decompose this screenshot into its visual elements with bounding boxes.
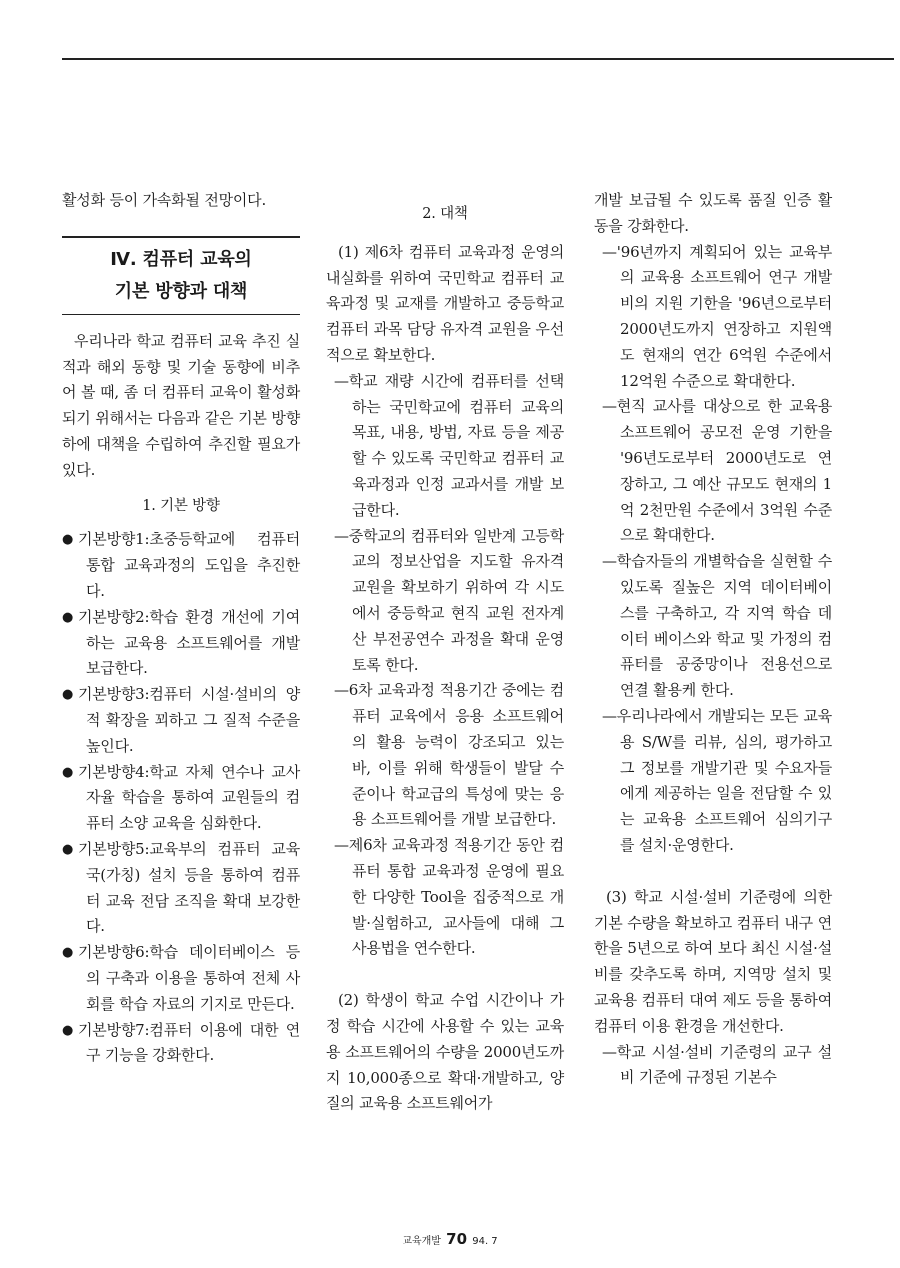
basic-direction-item: [62, 760, 300, 837]
basic-direction-text: 교육부의 컴퓨터 교육국(가칭) 설치 등을 통하여 컴퓨터 교육 전담 조직을 확대 보강한다.: [86, 839, 300, 936]
dash-item: —현직 교사를 대상으로 한 교육용 소프트웨어 공모전 운영 기한을 '96년도로부터 2000년도로 연장하고, 그 예산 규모도 현재의 1억 2천만원 수준에서 3억원 수준으로 확대한다.: [602, 397, 832, 545]
basic-direction-item: [62, 837, 300, 940]
column-3: [594, 188, 832, 1091]
section-heading-basic-direction: 1. 기본 방향: [142, 497, 220, 514]
basic-direction-item: [62, 940, 300, 1017]
chapter-heading-line2: 기본 방향과 대책: [114, 280, 248, 302]
dash-item: —중학교의 컴퓨터와 일반계 고등학교의 정보산업을 지도할 유자격 교원을 확보하기 위하여 각 시도에서 중등학교 현직 교원 전자계산 부전공연수 과정을 확대 운영토록 한다.: [334, 526, 564, 674]
basic-direction-text: 학습 데이터베이스 등의 구축과 이용을 통하여 전체 사회를 학습 자료의 기지로 만든다.: [86, 943, 300, 1013]
col3-paragraph-3: (3) 학교 시설·설비 기준령에 의한 기본 수량을 확보하고 컴퓨터 내구 연한을 5년으로 하여 보다 최신 시설·설비를 갖추도록 하며, 지역망 설치 및 교육용 컴퓨터 대여 제도 등을 통하여 컴퓨터 이용 환경을 개선한다.: [594, 887, 832, 1035]
dash-item: —6차 교육과정 적용기간 중에는 컴퓨터 교육에서 응용 소프트웨어의 활용 능력이 강조되고 있는 바, 이를 위해 학생들이 발달 수준이나 학교급의 특성에 맞는 응용 소프트웨어를 개발 보급한다.: [334, 681, 564, 829]
col3-intro: 개발 보급될 수 있도록 품질 인증 활동을 강화한다.: [594, 191, 832, 235]
basic-direction-list: [62, 527, 300, 1069]
page-footer: [0, 1230, 900, 1248]
basic-direction-item: [62, 1018, 300, 1070]
col1-intro: 활성화 등이 가속화될 전망이다.: [62, 191, 267, 209]
bullet-icon: ●: [62, 945, 74, 961]
basic-direction-label: 기본방향7:: [78, 1020, 150, 1039]
column-1: [62, 188, 300, 1069]
col2-paragraph-1: (1) 제6차 컴퓨터 교육과정 운영의 내실화를 위하여 국민학교 컴퓨터 교육과정 및 교재를 개발하고 중등학교 컴퓨터 과목 담당 유자격 교원을 우선적으로 확보한다.: [326, 242, 564, 364]
bullet-icon: ●: [62, 609, 74, 625]
page-number: 70: [446, 1230, 468, 1248]
basic-direction-text: 학교 자체 연수나 교사 자율 학습을 통하여 교원들의 컴퓨터 소양 교육을 심화한다.: [86, 762, 300, 833]
basic-direction-label: 기본방향6:: [78, 943, 150, 962]
bullet-icon: ●: [62, 1022, 74, 1038]
basic-direction-label: 기본방향4:: [78, 762, 150, 781]
dash-item: —우리나라에서 개발되는 모든 교육용 S/W를 리뷰, 심의, 평가하고 그 정보를 개발기관 및 수요자들에게 제공하는 일을 전담할 수 있는 교육용 소프트웨어 심의기구를 설치·운영한다.: [602, 706, 832, 854]
basic-direction-item: [62, 682, 300, 759]
basic-direction-text: 컴퓨터 이용에 대한 연구 기능을 강화한다.: [86, 1020, 300, 1065]
col3-dash-list: [594, 240, 832, 859]
basic-direction-item: [62, 605, 300, 682]
basic-direction-text: 초중등학교에 컴퓨터 통합 교육과정의 도입을 추진한다.: [86, 530, 300, 600]
spacer: [326, 962, 564, 988]
col2-paragraph-2: (2) 학생이 학교 수업 시간이나 가정 학습 시간에 사용할 수 있는 교육용 소프트웨어의 수량을 2000년도까지 10,000종으로 확대·개발하고, 양질의 교육용 소프트웨어가: [326, 991, 564, 1113]
chapter-heading-line1: Ⅳ. 컴퓨터 교육의: [110, 248, 252, 270]
basic-direction-item: [62, 527, 300, 604]
chapter-heading: [62, 236, 300, 315]
dash-item: —학습자들의 개별학습을 실현할 수 있도록 질높은 지역 데이터베이스를 구축하고, 각 지역 학습 데이터 베이스와 학교 및 가정의 컴퓨터를 공중망이나 전용선으로 연결 활용케 한다.: [602, 552, 832, 700]
basic-direction-text: 학습 환경 개선에 기여하는 교육용 소프트웨어를 개발 보급한다.: [86, 607, 300, 678]
basic-direction-label: 기본방향3:: [78, 685, 150, 704]
footer-journal: 교육개발: [402, 1236, 441, 1247]
basic-direction-label: 기본방향2:: [78, 607, 150, 626]
spacer: [594, 859, 832, 885]
bullet-icon: ●: [62, 764, 74, 780]
dash-item: —학교 재량 시간에 컴퓨터를 선택하는 국민학교에 컴퓨터 교육의 목표, 내용, 방법, 자료 등을 제공할 수 있도록 국민학교 컴퓨터 교육과정과 인정 교과서를 개발 보급한다.: [334, 371, 564, 519]
bullet-icon: ●: [62, 532, 74, 548]
section-heading-countermeasures: 2. 대책: [422, 206, 468, 222]
basic-direction-label: 기본방향1:: [78, 530, 150, 549]
basic-direction-label: 기본방향5:: [78, 839, 150, 858]
col3-dash-last: —학교 시설·설비 기준령의 교구 설비 기준에 규정된 기본수: [602, 1042, 832, 1087]
basic-direction-text: 컴퓨터 시설·설비의 양적 확장을 꾀하고 그 질적 수준을 높인다.: [86, 685, 300, 755]
bullet-icon: ●: [62, 841, 74, 857]
dash-item: —'96년까지 계획되어 있는 교육부의 교육용 소프트웨어 연구 개발비의 지원 기한을 '96년으로부터 2000년도까지 연장하고 지원액도 현재의 연간 6억원 수준에서 12억원 수준으로 확대한다.: [602, 242, 832, 390]
column-2: [326, 188, 564, 1117]
col1-paragraph: 우리나라 학교 컴퓨터 교육 추진 실적과 해외 동향 및 기술 동향에 비추어 볼 때, 좀 더 컴퓨터 교육이 활성화되기 위해서는 다음과 같은 기본 방향하에 대책을 수립하여 추진할 필요가 있다.: [62, 331, 300, 479]
bullet-icon: ●: [62, 687, 74, 703]
col2-dash-list: [326, 369, 564, 962]
dash-item: —제6차 교육과정 적용기간 동안 컴퓨터 통합 교육과정 운영에 필요한 다양한 Tool을 집중적으로 개발·실험하고, 교사들에 대해 그 사용법을 연수한다.: [334, 836, 564, 958]
footer-issue: 94. 7: [472, 1236, 498, 1247]
top-rule: [62, 58, 894, 60]
